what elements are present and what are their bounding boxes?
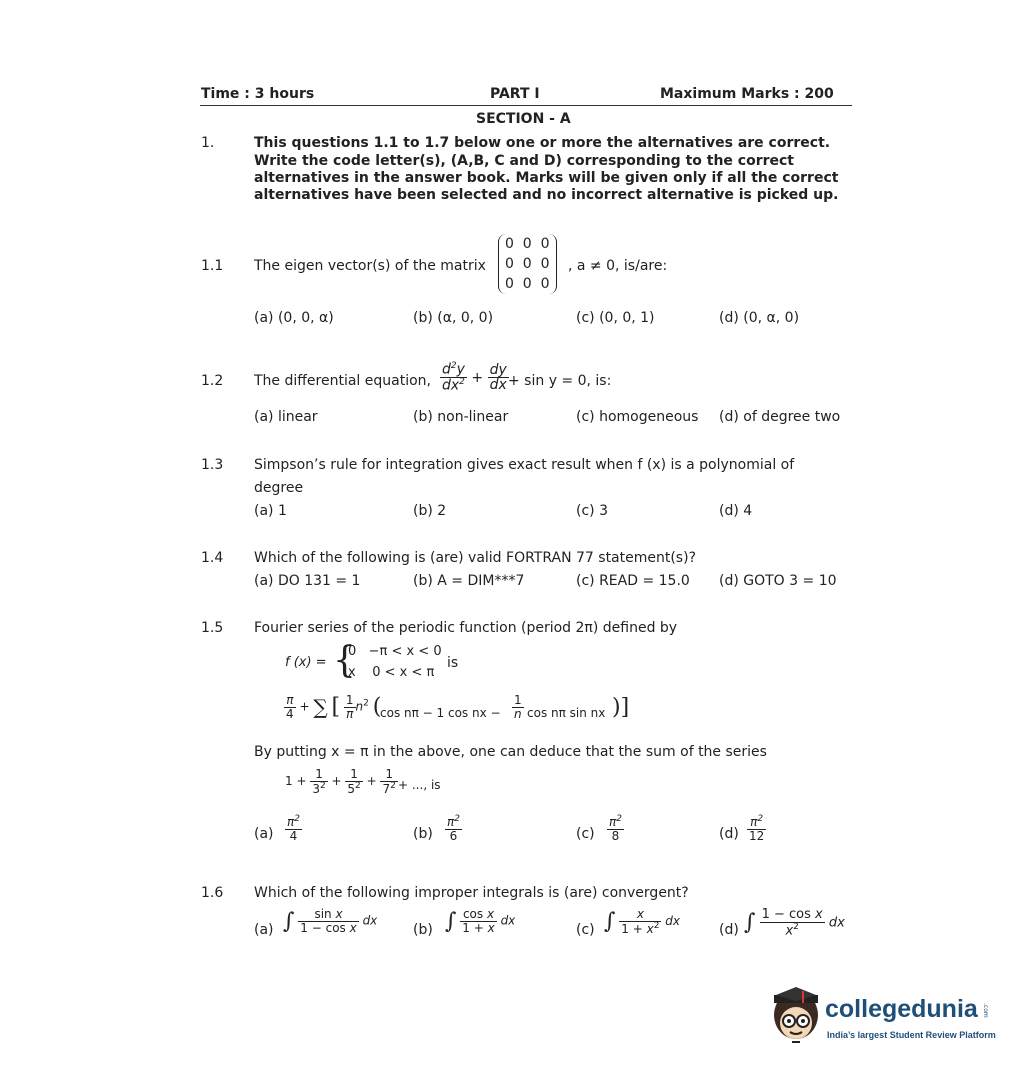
- q1-5-case-1: 0 −π < x < 0: [348, 644, 442, 659]
- q1-6-option-d-label: (d): [719, 922, 739, 938]
- section-title: SECTION - A: [476, 111, 571, 127]
- q1-6-option-a: ∫ $\frac{\text{sin x}}{\text{1 − cos x}}$ dx: [283, 907, 378, 935]
- q1-5-option-a-label: (a): [254, 826, 274, 842]
- mascot-icon: [768, 985, 826, 1049]
- q1-3-option-c: (c) 3: [576, 503, 608, 519]
- matrix-row: 0 0 0: [505, 276, 550, 292]
- q1-5-number: 1.5: [201, 620, 224, 636]
- time-label: Time : 3 hours: [201, 86, 315, 102]
- intro-line-3: alternatives in the answer book. Marks will be given only if all the correct: [254, 170, 839, 186]
- q1-3-option-b: (b) 2: [413, 503, 447, 519]
- logo-dotcom: .com: [982, 1003, 989, 1018]
- q1-2-option-b: (b) non-linear: [413, 409, 509, 425]
- q1-6-option-c: ∫ $\frac{x}{1 + x^2}$ dx: [604, 907, 681, 936]
- intro-number: 1.: [201, 135, 215, 151]
- q1-6-option-d: ∫ $\frac{\text{1 − cos x}}{x^2}$ dx: [744, 907, 845, 938]
- collegedunia-logo: [768, 985, 826, 1053]
- q1-5-option-a: $\frac{\pi^2}{4}$: [287, 814, 300, 843]
- q1-2-option-c: (c) homogeneous: [576, 409, 699, 425]
- q1-5-option-b: $\frac{\pi^2}{6}$: [447, 814, 460, 843]
- q1-2-option-a: (a) linear: [254, 409, 318, 425]
- q1-4-option-c: (c) READ = 15.0: [576, 573, 690, 589]
- series-sum: 1 + $\frac{1}{3^2}$ + $\frac{1}{5^2}$ + $\frac{1}{7^2}$: [285, 767, 396, 796]
- q1-4-option-b: (b) A = DIM***7: [413, 573, 525, 589]
- logo-name: collegedunia: [825, 995, 978, 1023]
- marks-label: Maximum Marks : 200: [660, 86, 834, 102]
- q1-4-option-a: (a) DO 131 = 1: [254, 573, 361, 589]
- q1-6-option-c-label: (c): [576, 922, 595, 938]
- q1-4-number: 1.4: [201, 550, 224, 566]
- header-rule: [200, 105, 852, 106]
- q1-6-option-b-label: (b): [413, 922, 433, 938]
- q1-1-option-c: (c) (0, 0, 1): [576, 310, 655, 326]
- q1-5-by-putting: By putting x = π in the above, one can deduce that the sum of the series: [254, 744, 767, 760]
- q1-5-text: Fourier series of the periodic function (period 2π) defined by: [254, 620, 678, 636]
- q1-1-tail: , a ≠ 0, is/are:: [568, 258, 668, 274]
- q1-1-number: 1.1: [201, 258, 224, 274]
- q1-1-option-b: (b) (α, 0, 0): [413, 310, 494, 326]
- q1-6-number: 1.6: [201, 885, 224, 901]
- q1-4-text: Which of the following is (are) valid FORTRAN 77 statement(s)?: [254, 550, 696, 566]
- logo-tagline: India’s largest Student Review Platform: [827, 1030, 996, 1040]
- q1-1-option-d: (d) (0, α, 0): [719, 310, 800, 326]
- fourier-series-tail-2: cos nπ sin nx: [527, 706, 606, 720]
- q1-5-is: is: [447, 655, 459, 671]
- q1-1-option-a: (a) (0, 0, α): [254, 310, 334, 326]
- fourier-series-close: )]: [612, 695, 630, 720]
- intro-line-4: alternatives have been selected and no incorrect alternative is picked up.: [254, 187, 839, 203]
- q1-3-option-d: (d) 4: [719, 503, 753, 519]
- q1-3-number: 1.3: [201, 457, 224, 473]
- q1-3-line-2: degree: [254, 480, 304, 496]
- q1-3-option-a: (a) 1: [254, 503, 287, 519]
- part-label: PART I: [490, 86, 540, 102]
- q1-6-option-a-label: (a): [254, 922, 274, 938]
- fourier-series-frac: $\frac{1}{n}$: [514, 693, 522, 721]
- q1-6-option-b: ∫ $\frac{\text{cos x}}{1 + x}$ dx: [445, 907, 516, 935]
- q1-5-option-c: $\frac{\pi^2}{8}$: [609, 814, 622, 843]
- q1-3-line-1: Simpson’s rule for integration gives exact result when f (x) is a polynomial of: [254, 457, 795, 473]
- series-sum-tail: + ..., is: [398, 778, 441, 792]
- q1-6-text: Which of the following improper integrals is (are) convergent?: [254, 885, 689, 901]
- q1-4-option-d: (d) GOTO 3 = 10: [719, 573, 837, 589]
- q1-5-option-b-label: (b): [413, 826, 433, 842]
- brace-icon: {: [333, 640, 356, 681]
- q1-1-matrix: [498, 234, 557, 294]
- q1-2-tail: + sin y = 0, is:: [508, 373, 612, 389]
- fourier-series-tail: cos nπ − 1 cos nx −: [380, 706, 501, 720]
- q1-2-number: 1.2: [201, 373, 224, 389]
- intro-line-2: Write the code letter(s), (A,B, C and D) corresponding to the correct: [254, 153, 794, 169]
- q1-5-option-c-label: (c): [576, 826, 595, 842]
- q1-2-equation: $\frac{d^2y}{dx^2}$ + $\frac{dy}{dx}$: [442, 361, 507, 394]
- q1-5-case-2: x 0 < x < π: [348, 665, 435, 680]
- matrix-row: 0 0 0: [505, 256, 550, 272]
- q1-2-option-d: (d) of degree two: [719, 409, 841, 425]
- q1-5-option-d: $\frac{\pi^2}{12}$: [749, 814, 765, 843]
- q1-5-option-d-label: (d): [719, 826, 739, 842]
- q1-2-text: The differential equation,: [254, 373, 431, 389]
- q1-1-text: The eigen vector(s) of the matrix: [254, 258, 486, 274]
- fourier-series: $\frac{\pi}{4}$ + ∑ [ $\frac{1}{\pi}$ $n^2$ (: [286, 693, 382, 721]
- intro-line-1: This questions 1.1 to 1.7 below one or more the alternatives are correct.: [254, 135, 831, 151]
- q1-5-fx: f (x) =: [285, 655, 327, 670]
- matrix-row: 0 0 0: [505, 236, 550, 252]
